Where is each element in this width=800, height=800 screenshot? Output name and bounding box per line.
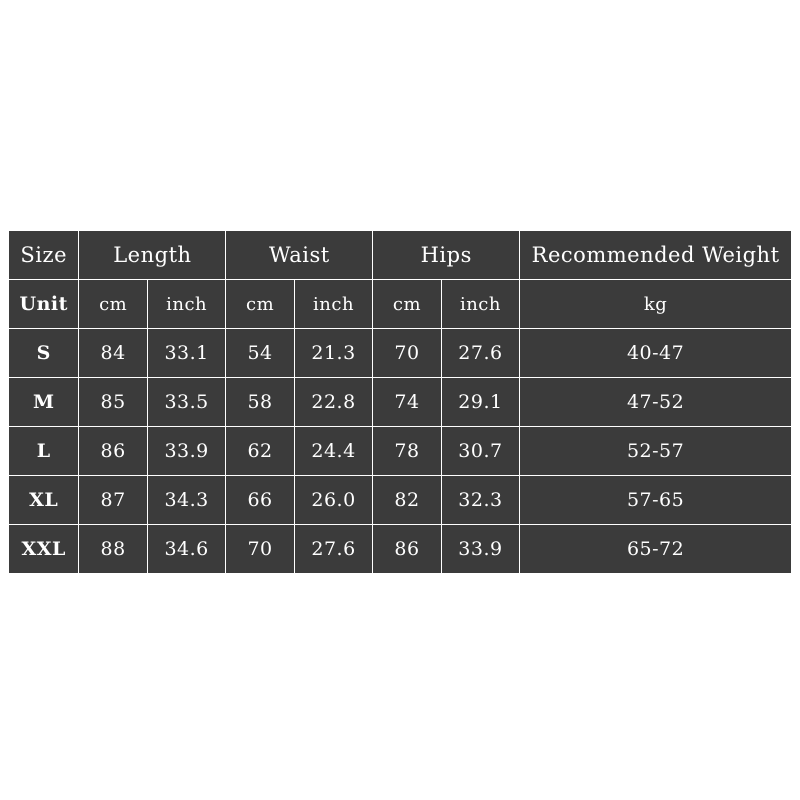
row-hips-inch: 30.7 xyxy=(441,427,520,476)
row-waist-inch: 21.3 xyxy=(294,329,373,378)
row-waist-cm: 62 xyxy=(226,427,294,476)
row-weight: 47-52 xyxy=(520,378,792,427)
row-length-inch: 33.9 xyxy=(147,427,226,476)
unit-length-inch: inch xyxy=(147,280,226,329)
table-row xyxy=(9,525,792,574)
unit-hips-cm: cm xyxy=(373,280,441,329)
row-size: M xyxy=(9,378,79,427)
size-chart-table xyxy=(8,230,792,574)
unit-label: Unit xyxy=(9,280,79,329)
row-length-inch: 33.5 xyxy=(147,378,226,427)
row-weight: 52-57 xyxy=(520,427,792,476)
row-length-cm: 86 xyxy=(79,427,147,476)
table-row xyxy=(9,378,792,427)
row-hips-inch: 32.3 xyxy=(441,476,520,525)
header-size: Size xyxy=(9,231,79,280)
row-waist-cm: 70 xyxy=(226,525,294,574)
table-header-row xyxy=(9,231,792,280)
row-length-cm: 84 xyxy=(79,329,147,378)
row-hips-inch: 27.6 xyxy=(441,329,520,378)
row-hips-cm: 78 xyxy=(373,427,441,476)
row-size: L xyxy=(9,427,79,476)
header-recommended-weight: Recommended Weight xyxy=(520,231,792,280)
table-row xyxy=(9,476,792,525)
row-length-inch: 33.1 xyxy=(147,329,226,378)
row-hips-inch: 33.9 xyxy=(441,525,520,574)
table-unit-row xyxy=(9,280,792,329)
unit-waist-cm: cm xyxy=(226,280,294,329)
unit-weight-kg: kg xyxy=(520,280,792,329)
header-hips: Hips xyxy=(373,231,520,280)
row-length-cm: 87 xyxy=(79,476,147,525)
unit-waist-inch: inch xyxy=(294,280,373,329)
table-row xyxy=(9,427,792,476)
unit-length-cm: cm xyxy=(79,280,147,329)
row-weight: 40-47 xyxy=(520,329,792,378)
row-hips-inch: 29.1 xyxy=(441,378,520,427)
row-waist-inch: 27.6 xyxy=(294,525,373,574)
row-hips-cm: 86 xyxy=(373,525,441,574)
row-weight: 65-72 xyxy=(520,525,792,574)
size-chart-container xyxy=(8,230,792,574)
row-length-cm: 88 xyxy=(79,525,147,574)
row-length-inch: 34.6 xyxy=(147,525,226,574)
header-length: Length xyxy=(79,231,226,280)
row-size: XL xyxy=(9,476,79,525)
row-waist-cm: 54 xyxy=(226,329,294,378)
row-waist-cm: 58 xyxy=(226,378,294,427)
table-row xyxy=(9,329,792,378)
row-waist-inch: 26.0 xyxy=(294,476,373,525)
row-hips-cm: 82 xyxy=(373,476,441,525)
row-hips-cm: 70 xyxy=(373,329,441,378)
row-length-inch: 34.3 xyxy=(147,476,226,525)
row-size: XXL xyxy=(9,525,79,574)
header-waist: Waist xyxy=(226,231,373,280)
row-waist-cm: 66 xyxy=(226,476,294,525)
unit-hips-inch: inch xyxy=(441,280,520,329)
row-length-cm: 85 xyxy=(79,378,147,427)
row-waist-inch: 24.4 xyxy=(294,427,373,476)
row-waist-inch: 22.8 xyxy=(294,378,373,427)
row-weight: 57-65 xyxy=(520,476,792,525)
row-hips-cm: 74 xyxy=(373,378,441,427)
row-size: S xyxy=(9,329,79,378)
